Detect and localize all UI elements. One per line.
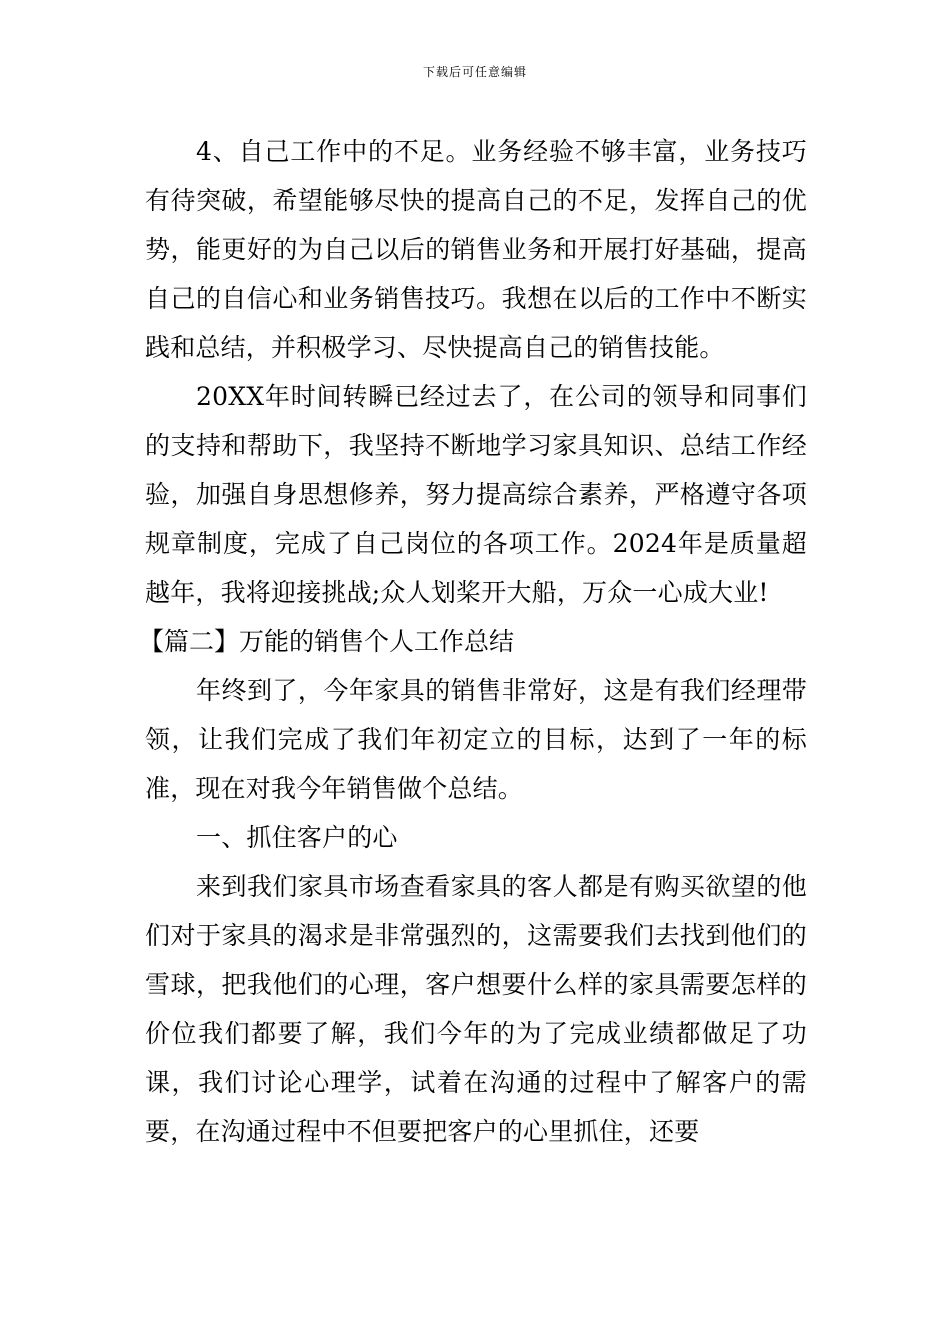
section-heading: 【篇二】万能的销售个人工作总结 (139, 627, 515, 656)
document-body (139, 127, 807, 1156)
paragraph-year-end: 年终到了，今年家具的销售非常好，这是有我们经理带领，让我们完成了我们年初定立的目标，达到了一年的标准，现在对我今年销售做个总结。 (145, 676, 807, 803)
paragraph-year-summary: 20XX年时间转瞬已经过去了，在公司的领导和同事们的支持和帮助下，我坚持不断地学习家具知识、总结工作经验，加强自身思想修养，努力提高综合素养，严格遵守各项规章制度，完成了自己岗位的各项工作。2024年是质量超越年，我将迎接挑战;众人划桨开大船，万众一心成大业! (145, 382, 807, 607)
subheading-customer-heart: 一、抓住客户的心 (196, 823, 398, 852)
paragraph-customer-needs: 来到我们家具市场查看家具的客人都是有购买欲望的他们对于家具的渴求是非常强烈的，这需要我们去找到他们的雪球，把我他们的心理，客户想要什么样的家具需要怎样的价位我们都要了解，我们今年的为了完成业绩都做足了功课，我们讨论心理学，试着在沟通的过程中了解客户的需要，在沟通过程中不但要把客户的心里抓住，还要 (145, 872, 807, 1146)
paragraph-shortcomings: 4、自己工作中的不足。业务经验不够丰富，业务技巧有待突破，希望能够尽快的提高自己的不足，发挥自己的优势，能更好的为自己以后的销售业务和开展打好基础，提高自己的自信心和业务销售技巧。我想在以后的工作中不断实践和总结，并积极学习、尽快提高自己的销售技能。 (145, 137, 807, 362)
page-header: 下载后可任意编辑 (422, 65, 527, 79)
